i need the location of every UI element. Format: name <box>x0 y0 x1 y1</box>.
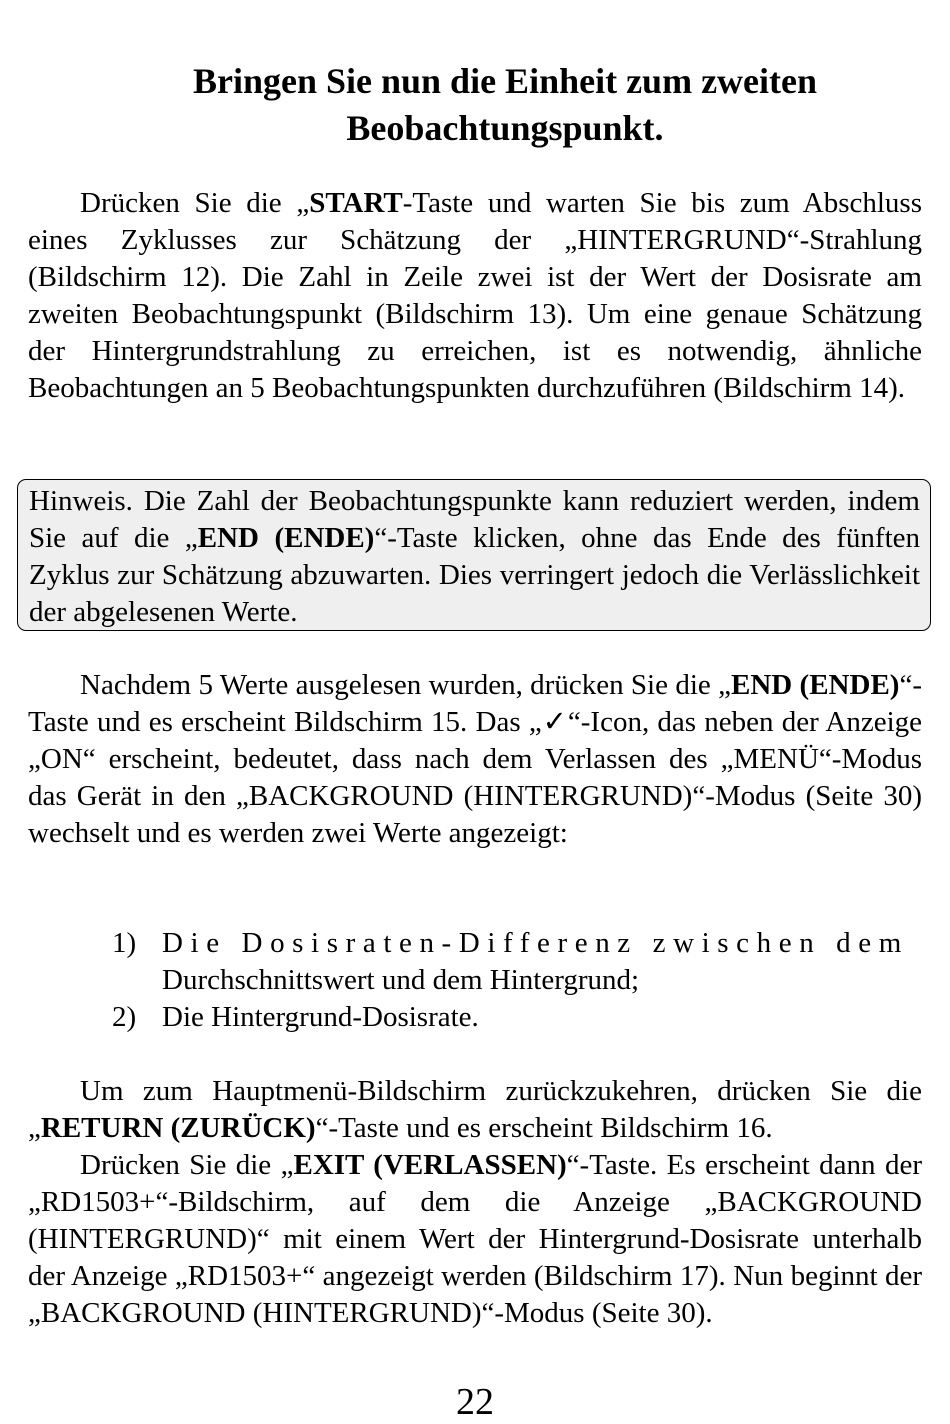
paragraph-start-instructions <box>28 185 922 407</box>
paragraph-exit-instructions <box>28 1147 922 1332</box>
text-run: Drücken Sie die „ <box>80 187 310 219</box>
list-number: 1) <box>112 927 137 959</box>
list-text <box>162 925 922 999</box>
exit-key-label: EXIT (VERLASSEN) <box>293 1149 567 1181</box>
page-title <box>120 58 890 152</box>
return-key-label: RETURN (ZURÜCK) <box>40 1112 316 1144</box>
list-text-line: Durchschnittswert und dem Hintergrund; <box>162 964 640 996</box>
list-text: Die Hintergrund-Dosisrate. <box>162 1001 479 1033</box>
list-text-line: Die Dosisraten-Differenz zwischen dem <box>162 927 909 959</box>
text-run: Hinweis. Die Zahl der Beobachtungspunkte kann reduziert werden, indem Sie auf die „ <box>29 485 920 554</box>
text-run: Nachdem 5 Werte ausgelesen wurden, drücken Sie die „ <box>80 669 731 701</box>
page-number: 22 <box>456 1381 494 1423</box>
text-run: Drücken Sie die „ <box>80 1149 294 1181</box>
text-run: “-Taste und es erscheint Bildschirm 15. Das „✓“-Icon, das neben der Anzeige „ON“ erscheint, bedeutet, dass nach dem Verlassen des „MENÜ“-Modus das Gerät in den „BACKGROUND (HINTERGRUND)“-Modus (Seite 30) wechselt und es werden zwei Werte angezeigt: <box>28 669 922 849</box>
text-run: Um zum Hauptmenü-Bildschirm zurückzukehren, drücken Sie die „ <box>28 1075 922 1144</box>
text-run: “-Taste und es erscheint Bildschirm 16. <box>315 1112 773 1144</box>
end-key-label: END (ENDE) <box>730 669 900 701</box>
paragraph-return-instructions <box>28 1073 922 1147</box>
paragraph-end-instructions <box>28 667 922 852</box>
list-item <box>112 925 922 999</box>
text-run: “-Taste klicken, ohne das Ende des fünften Zyklus zur Schätzung abzuwarten. Dies verringert jedoch die Verlässlichkeit der abgelesenen Werte. <box>29 522 920 628</box>
title-line-1: Bringen Sie nun die Einheit zum zweiten <box>192 61 818 101</box>
end-key-label: END (ENDE) <box>197 522 375 554</box>
list-item <box>112 999 922 1036</box>
note-box <box>17 479 931 631</box>
title-line-2: Beobachtungspunkt. <box>346 108 664 148</box>
start-key-label: START <box>309 187 403 219</box>
value-list <box>112 925 922 1036</box>
list-number: 2) <box>112 1001 137 1033</box>
text-run: -Taste und warten Sie bis zum Abschluss eines Zyklusses zur Schätzung der „HINTERGRUND“-Strahlung (Bildschirm 12). Die Zahl in Zeile zwei ist der Wert der Dosisrate am zweiten Beobachtungspunkt (Bildschirm 13). Um eine genaue Schätzung der Hintergrundstrahlung zu erreichen, ist es notwendig, ähnliche Beobachtungen an 5 Beobachtungspunkten durchzuführen (Bildschirm 14). <box>28 187 923 404</box>
text-run: “-Taste. Es erscheint dann der „RD1503+“-Bildschirm, auf dem die Anzeige „BACKGROUND (HINTERGRUND)“ mit einem Wert der Hintergrund-Dosisrate unterhalb der Anzeige „RD1503+“ angezeigt werden (Bildschirm 17). Nun beginnt der „BACKGROUND (HINTERGRUND)“-Modus (Seite 30). <box>28 1149 922 1329</box>
